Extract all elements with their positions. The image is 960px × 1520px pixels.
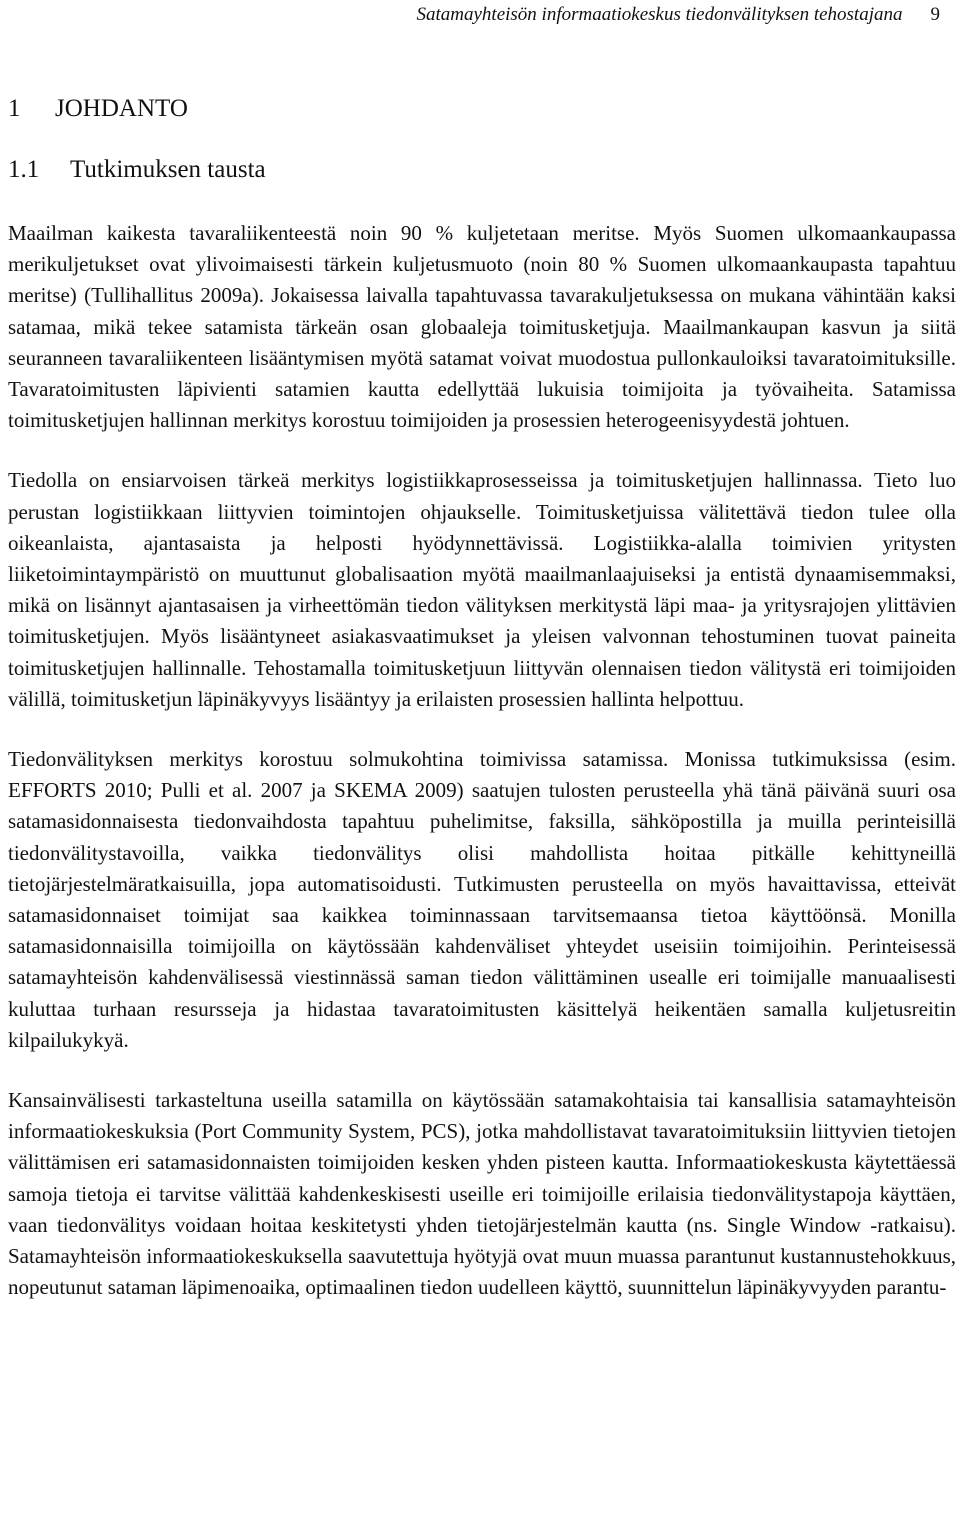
page-number: 9 — [930, 4, 940, 25]
paragraph: Tiedolla on ensiarvoisen tärkeä merkitys logistiikkaprosesseissa ja toimitusketjujen hallinnassa. Tieto luo perustan logistiikkaan liittyvien toimintojen ohjaukselle. Toimitusketjuissa välitettävä tiedon tulee olla oikeanlaista, ajantasaista ja helposti hyödynnettävissä. Logistiikka-alalla toimivien yritysten liiketoimintaympäristö on muuttunut globalisaation myötä maailmanlaajuiseksi ja entistä dynaamisemmaksi, mikä on lisännyt ajantasaisen ja virheettömän tiedon välityksen merkitystä läpi maa- ja yritysrajojen ylittävien toimitusketjujen. Myös lisääntyneet asiakasvaatimukset ja yleisen valvonnan tehostuminen tuovat paineita toimitusketjujen hallinnalle. Tehostamalla toimitusketjuun liittyvän olennaisen tiedon välitystä eri toimijoiden välillä, toimitusketjun läpinäkyvyys lisääntyy ja erilaisten prosessien hallinta helpottuu. — [8, 468, 956, 711]
chapter-title: JOHDANTO — [55, 95, 188, 122]
paragraph: Maailman kaikesta tavaraliikenteestä noin 90 % kuljetetaan meritse. Myös Suomen ulkomaankaupassa merikuljetukset ovat ylivoimaisesti tärkein kuljetusmuoto (noin 80 % Suomen ulkomaankaupasta tapahtuu meritse) (Tullihallitus 2009a). Jokaisessa laivalla tapahtuvassa tavarakuljetuksessa on mukana vähintään kaksi satamaa, mikä tekee satamista tärkeän osan globaaleja toimitusketjuja. Maailmankaupan kasvun ja siitä seuranneen tavaraliikenteen lisääntymisen myötä satamat voivat muodostua pullonkauloiksi tavaratoimituksille. Tavaratoimitusten läpivienti satamien kautta edellyttää lukuisia toimijoita ja työvaiheita. Satamissa toimitusketjujen hallinnan merkitys korostuu toimijoiden ja prosessien heterogeenisyydestä johtuen. — [8, 221, 956, 433]
running-title: Satamayhteisön informaatiokeskus tiedonvälityksen tehostajana — [416, 4, 903, 25]
body-text — [8, 218, 956, 1333]
section-number: 1.1 — [8, 156, 40, 183]
chapter-heading — [8, 94, 188, 124]
chapter-number: 1 — [8, 95, 21, 122]
paragraph: Kansainvälisesti tarkasteltuna useilla satamilla on käytössään satamakohtaisia tai kansallisia satamayhteisön informaatiokeskuksia (Port Community System, PCS), jotka mahdollistavat tavaratoimituksiin liittyvien tietojen välittämisen eri satamasidonnaisten toimijoiden kesken yhden pisteen kautta. Informaatiokeskusta käytettäessä samoja tietoja ei tarvitse välittää kahdenkeskisesti useille eri toimijoille erilaisia tiedonvälitystapoja käyttäen, vaan tiedonvälitys voidaan hoitaa keskitetysti yhden tietojärjestelmän kautta (ns. Single Window -ratkaisu). Satamayhteisön informaatiokeskuksella saavutettuja hyötyjä ovat muun muassa parantunut kustannustehokkuus, nopeutunut sataman läpimenoaika, optimaalinen tiedon uudelleen käyttö, suunnittelun läpinäkyvyyden parantu- — [8, 1088, 956, 1300]
paragraph: Tiedonvälityksen merkitys korostuu solmukohtina toimivissa satamissa. Monissa tutkimuksissa (esim. EFFORTS 2010; Pulli et al. 2007 ja SKEMA 2009) saatujen tulosten perusteella yhä tänä päivänä suuri osa satamasidonnaisesta tiedonvaihdosta tapahtuu puhelimitse, faksilla, sähköpostilla ja muilla perinteisillä tiedonvälitystavoilla, vaikka tiedonvälitys olisi mahdollista hoitaa pitkälle kehittyneillä tietojärjestelmäratkaisuilla, jopa automatisoidusti. Tutkimusten perusteella on myös havaittavissa, etteivät satamasidonnaiset toimijat saa kaikkea toiminnassaan tarvitsemaansa tietoa käyttöönsä. Monilla satamasidonnaisilla toimijoilla on käytössään kahdenväliset yhteydet useisiin toimijoihin. Perinteisessä satamayhteisön kahdenvälisessä viestinnässä saman tiedon välittäminen usealle eri toimijalle manuaalisesti kuluttaa turhaan resursseja ja hidastaa tavaratoimitusten käsittelyä heikentäen samalla kuljetusreitin kilpailukykyä. — [8, 747, 956, 1052]
running-header — [416, 2, 940, 28]
section-heading — [8, 155, 266, 185]
section-title: Tutkimuksen tausta — [70, 156, 266, 183]
